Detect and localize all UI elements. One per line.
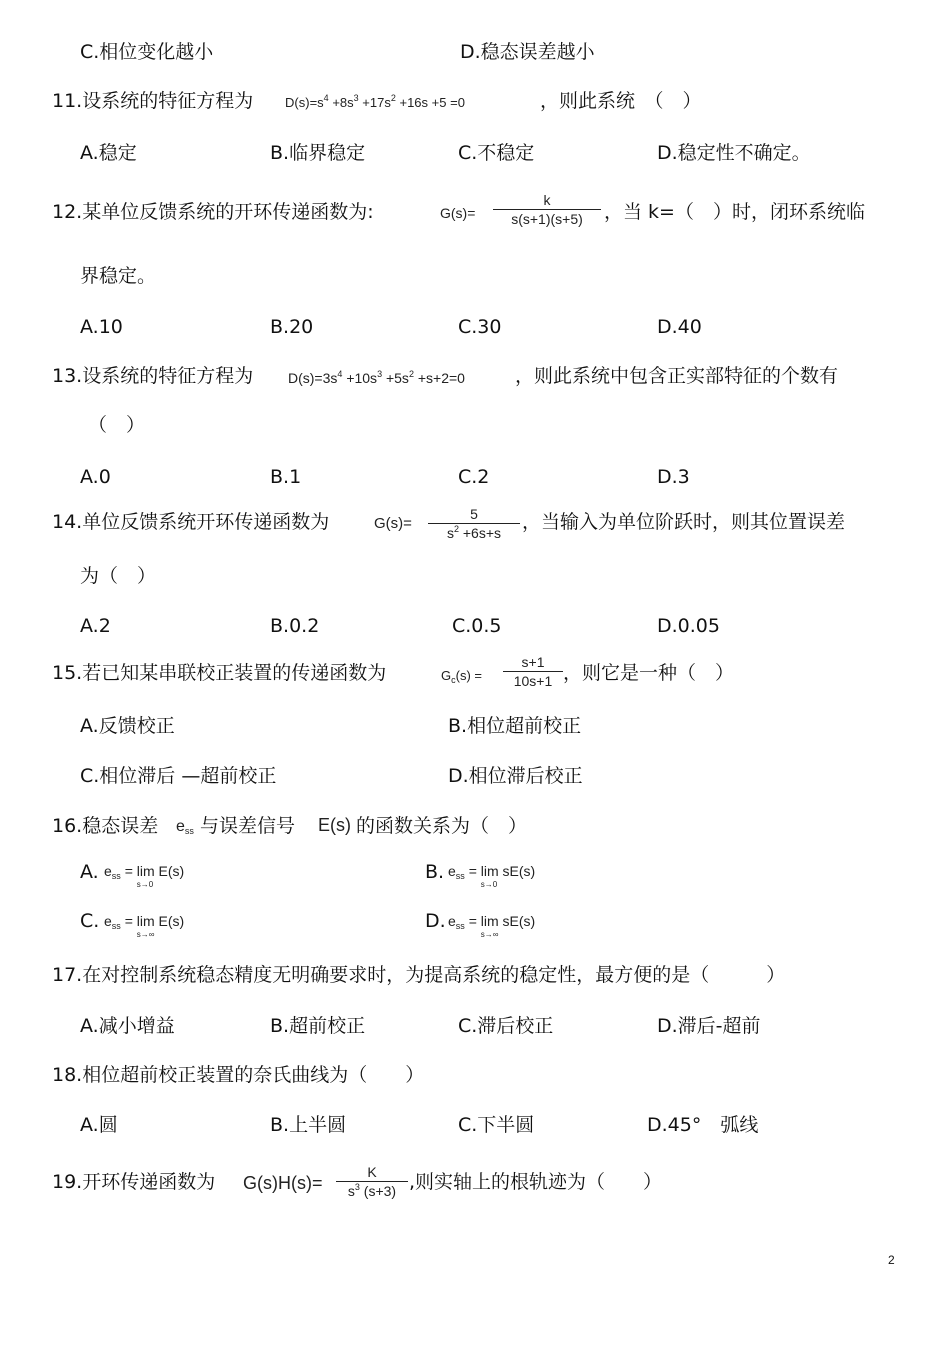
open-loop-function-label: G(s)H(s)= [243, 1173, 323, 1193]
option-a-formula: $e_{ss} = \lim$ s→0 E(s) [104, 863, 185, 889]
numerator: K [367, 1164, 377, 1180]
denominator: $s^3$ (s+3) [347, 1182, 397, 1199]
steady-state-error-symbol: $e_{ss}$ [176, 818, 194, 836]
answer-blank: （ ） [88, 414, 146, 436]
numerator: k [543, 192, 551, 208]
question-stem-tail: ，则它是一种（ ） [563, 662, 735, 684]
option-a: A.稳定 [80, 142, 137, 164]
option-d: D.滞后-超前 [657, 1015, 761, 1037]
question-stem: 16.稳态误差 [52, 815, 159, 837]
question-stem-tail: 的函数关系为（ ） [356, 815, 528, 837]
option-b: B.20 [270, 316, 314, 338]
option-b-formula: $e_{ss} = \lim$ s→0 sE(s) [448, 863, 536, 889]
question-stem-tail: ，当输入为单位阶跃时，则其位置误差 [522, 511, 846, 533]
denominator: 10s+1 [513, 673, 553, 689]
option-c: C.不稳定 [458, 142, 535, 164]
open-loop-fraction [336, 1163, 408, 1200]
question-stem: 15.若已知某串联校正装置的传递函数为 [52, 662, 387, 684]
question-stem-tail: ，则此系统 （ ） [540, 90, 702, 112]
option-a: A.反馈校正 [80, 715, 175, 737]
option-a: A.2 [80, 615, 111, 637]
option-d: D.相位滞后校正 [448, 765, 583, 787]
option-c-formula: $e_{ss} = \lim$ s→∞ E(s) [104, 913, 185, 939]
question-stem-tail: ,则实轴上的根轨迹为（ ） [409, 1171, 663, 1193]
characteristic-equation: $D(s)=s^4 +8s^3 +17s^2 +16s +5 =0$ [285, 93, 465, 110]
option-b: B.0.2 [270, 615, 320, 637]
option-a: A.10 [80, 316, 123, 338]
page-number: 2 [888, 1253, 895, 1267]
question-stem-tail: ，则此系统中包含正实部特征的个数有 [515, 365, 839, 387]
option-d: D.稳态误差越小 [460, 41, 595, 63]
question-stem: 19.开环传递函数为 [52, 1171, 216, 1193]
option-b: B.超前校正 [270, 1015, 366, 1037]
transfer-function-fraction [493, 191, 601, 228]
option-a-label: A. [80, 861, 99, 883]
option-c: C.下半圆 [458, 1114, 535, 1136]
denominator: $s^2 +6s+s$ [446, 524, 502, 541]
option-b: B.相位超前校正 [448, 715, 582, 737]
transfer-function-label: G(s)= [374, 515, 412, 532]
option-d: D.45° 弧线 [647, 1114, 759, 1136]
question-stem: 13.设系统的特征方程为 [52, 365, 254, 387]
numerator: 5 [470, 506, 478, 522]
option-c: C.相位变化越小 [80, 41, 214, 63]
question-stem-tail: ，当 k=（ ）时，闭环系统临 [604, 201, 865, 223]
option-b: B.1 [270, 466, 302, 488]
option-d: D.0.05 [657, 615, 720, 637]
error-signal-symbol: E(s) [318, 815, 351, 835]
option-c: C.滞后校正 [458, 1015, 554, 1037]
option-b: B.上半圆 [270, 1114, 347, 1136]
option-c: C.0.5 [452, 615, 502, 637]
option-d: D.40 [657, 316, 702, 338]
question-stem-cont: 界稳定。 [80, 265, 157, 287]
question-stem: 11.设系统的特征方程为 [52, 90, 254, 112]
question-stem: 12.某单位反馈系统的开环传递函数为: [52, 201, 374, 223]
question-stem: 17.在对控制系统稳态精度无明确要求时，为提高系统的稳定性，最方便的是（ ） [52, 964, 786, 986]
option-d-label: D. [425, 910, 446, 932]
option-d: D.3 [657, 466, 690, 488]
option-a: A.圆 [80, 1114, 118, 1136]
option-b: B.临界稳定 [270, 142, 366, 164]
transfer-function-label: $G_c(s)$ = [441, 668, 482, 685]
transfer-function-label: G(s)= [440, 205, 476, 221]
denominator: s(s+1)(s+5) [511, 211, 583, 227]
option-a: A.0 [80, 466, 111, 488]
transfer-function-fraction [503, 653, 563, 690]
question-stem-cont: 为（ ） [80, 565, 157, 587]
option-b-label: B. [425, 861, 445, 883]
option-a: A.减小增益 [80, 1015, 175, 1037]
option-c: C.30 [458, 316, 502, 338]
question-stem: 18.相位超前校正装置的奈氏曲线为（ ） [52, 1064, 425, 1086]
transfer-function-fraction [428, 505, 520, 542]
numerator: s+1 [521, 654, 545, 670]
characteristic-equation: $D(s)=3s^4 +10s^3 +5s^2 +s+2=0$ [288, 369, 465, 386]
option-c-label: C. [80, 910, 100, 932]
option-c: C.相位滞后 —超前校正 [80, 765, 277, 787]
question-stem-mid: 与误差信号 [200, 815, 296, 837]
question-stem: 14.单位反馈系统开环传递函数为 [52, 511, 330, 533]
option-d: D.稳定性不确定。 [657, 142, 811, 164]
option-c: C.2 [458, 466, 490, 488]
option-d-formula: $e_{ss} = \lim$ s→∞ sE(s) [448, 913, 536, 939]
